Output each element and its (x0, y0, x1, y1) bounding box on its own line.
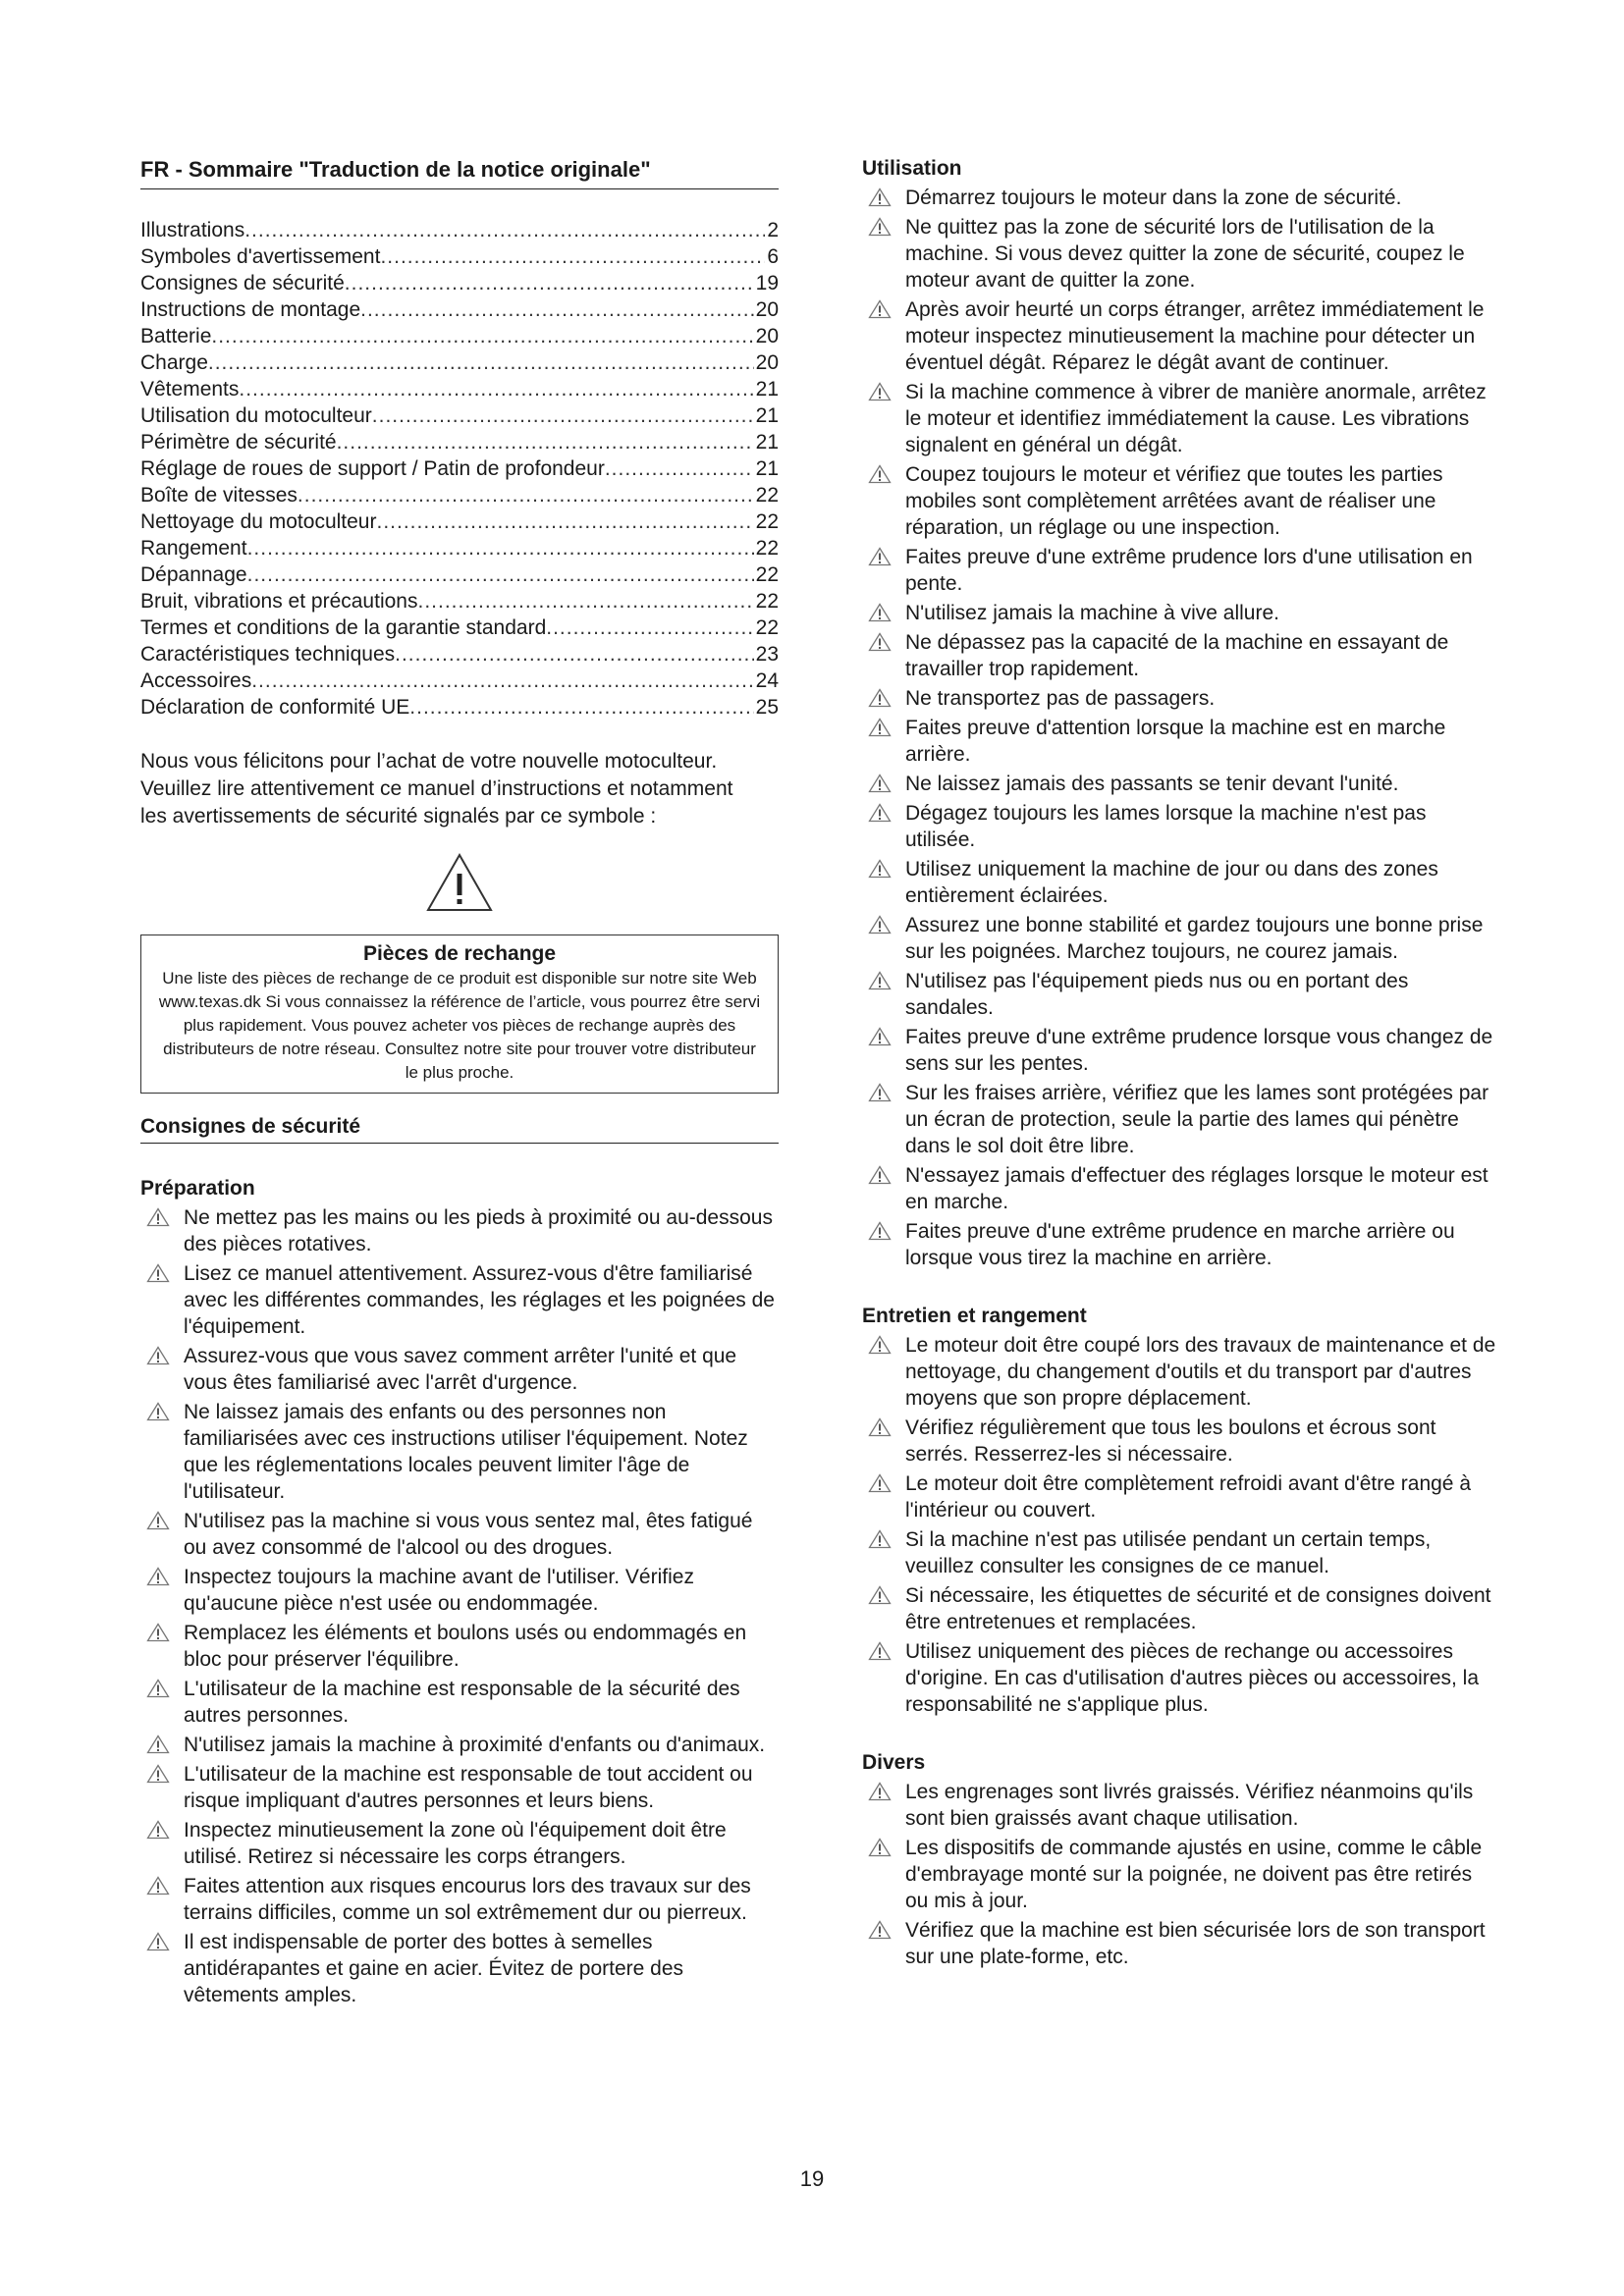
toc-entry-page: 21 (755, 404, 779, 427)
toc-entry-page: 22 (755, 537, 779, 560)
warning-item-text: Après avoir heurté un corps étranger, arrêtez immédiatement le moteur inspectez minutieusement la machine pour détecter un éventuel dégât. Réparez le dégât avant de continuer. (905, 298, 1485, 374)
toc-entry-page: 20 (755, 298, 779, 321)
toc-entry-page: 21 (755, 431, 779, 454)
warning-item (862, 715, 1500, 768)
warning-item (862, 1779, 1500, 1832)
warning-item (140, 1399, 779, 1505)
toc-entry-title: Illustrations (140, 219, 245, 241)
warning-item (862, 1835, 1500, 1914)
toc-entry-title: Déclaration de conformité UE (140, 696, 410, 719)
toc-entry-title: Caractéristiques techniques (140, 643, 396, 666)
spare-parts-title: Pièces de rechange (362, 942, 557, 965)
toc-entry-page: 22 (755, 484, 779, 507)
warning-triangle-icon (868, 1585, 892, 1605)
warning-item (862, 296, 1500, 376)
warning-item (862, 968, 1500, 1021)
toc-entry (140, 508, 779, 535)
warning-triangle-icon (868, 1335, 892, 1355)
warning-item (140, 1817, 779, 1870)
toc-entry (140, 588, 779, 614)
warning-item-text: Inspectez minutieusement la zone où l'équipement doit être utilisé. Retirez si nécessaire les corps étrangers. (184, 1819, 727, 1868)
warning-item-text: Assurez-vous que vous savez comment arrêter l'unité et que vous êtes familiarisé avec l'arrêt d'urgence. (184, 1345, 737, 1394)
spare-parts-box (140, 934, 779, 1094)
toc-entry-page: 19 (755, 272, 779, 294)
warning-item-text: Sur les fraises arrière, vérifiez que les lames sont protégées par un écran de protection, seule la partie des lames qui pénètre dans le sol doit être libre. (905, 1082, 1489, 1157)
warning-item (862, 1080, 1500, 1159)
warning-item (862, 379, 1500, 458)
warning-item-text: Lisez ce manuel attentivement. Assurez-vous d'être familiarisé avec les différentes commandes, les réglages et les poignées de l'équipement. (184, 1262, 775, 1338)
toc-entry-title: Utilisation du motoculteur (140, 404, 372, 427)
warning-triangle-icon (146, 1263, 170, 1283)
warning-item (140, 1676, 779, 1729)
warning-item (862, 1638, 1500, 1718)
toc-entry-title: Termes et conditions de la garantie standard (140, 616, 547, 639)
warning-item-text: Faites attention aux risques encourus lors des travaux sur des terrains difficiles, comme un sol extrêmement dur ou pierreux. (184, 1875, 751, 1924)
warning-item (862, 600, 1500, 626)
left-column (140, 157, 779, 2011)
toc-entry (140, 270, 779, 296)
warning-item-text: Ne transportez pas de passagers. (905, 687, 1216, 710)
warning-item-text: Remplacez les éléments et boulons usés ou endommagés en bloc pour préserver l'équilibre. (184, 1622, 747, 1671)
warning-triangle-icon (146, 1735, 170, 1754)
warning-item (862, 1332, 1500, 1412)
maintenance-title: Entretien et rangement (862, 1305, 1087, 1327)
toc-entry-title: Charge (140, 351, 208, 374)
warning-item (862, 1218, 1500, 1271)
warning-triangle-icon (868, 1083, 892, 1102)
warning-item (862, 912, 1500, 965)
toc-entry (140, 455, 779, 482)
toc-entry (140, 296, 779, 323)
warning-item-text: Vérifiez régulièrement que tous les boulons et écrous sont serrés. Resserrez-les si nécessaire. (905, 1416, 1436, 1466)
toc-entry (140, 667, 779, 694)
warning-item-text: Il est indispensable de porter des bottes à semelles antidérapantes et gaine en acier. Évitez de portere des vêtements amples. (184, 1931, 684, 2006)
toc-entry-page: 22 (755, 590, 779, 613)
toc-entry (140, 376, 779, 402)
warning-item-text: Utilisez uniquement la machine de jour ou dans des zones entièrement éclairées. (905, 858, 1438, 907)
warning-triangle-icon (868, 187, 892, 207)
toc-entry-title: Nettoyage du motoculteur (140, 510, 377, 533)
divers-title: Divers (862, 1751, 926, 1774)
intro-paragraph: Nous vous félicitons pour l’achat de votre nouvelle motoculteur. Veuillez lire attentivement ce manuel d’instructions et notamment les avertissements de sécurité signalés par ce symbole : (140, 750, 733, 828)
warning-item-text: Le moteur doit être coupé lors des travaux de maintenance et de nettoyage, du changement d'outils et du transport par d'autres moyens que son propre déplacement. (905, 1334, 1496, 1410)
warning-item-text: Utilisez uniquement des pièces de rechange ou accessoires d'origine. En cas d'utilisation d'autres pièces ou accessoires, la responsabilité ne s'applique plus. (905, 1640, 1480, 1716)
warning-item (862, 629, 1500, 682)
warning-item (862, 800, 1500, 853)
utilisation-list (862, 185, 1500, 1271)
toc-entry (140, 561, 779, 588)
toc-entry-title: Instructions de montage (140, 298, 361, 321)
warning-item-text: Ne mettez pas les mains ou les pieds à proximité ou au-dessous des pièces rotatives. (184, 1206, 773, 1255)
toc-entry (140, 641, 779, 667)
toc-list (140, 217, 779, 721)
warning-triangle-icon (146, 1207, 170, 1227)
warning-triangle-icon (868, 1920, 892, 1940)
warning-triangle-icon (868, 859, 892, 879)
warning-item-text: Ne dépassez pas la capacité de la machine en essayant de travailler trop rapidement. (905, 631, 1449, 680)
warning-item (140, 1564, 779, 1617)
warning-item (140, 1260, 779, 1340)
warning-item (862, 1526, 1500, 1579)
warning-item (862, 1470, 1500, 1523)
toc-entry-title: Boîte de vitesses (140, 484, 298, 507)
warning-item (140, 1873, 779, 1926)
warning-triangle-icon (868, 299, 892, 319)
toc-entry (140, 535, 779, 561)
toc-entry (140, 349, 779, 376)
warning-item-text: Les dispositifs de commande ajustés en usine, comme le câble d'embrayage monté sur la poignée, ne doivent pas être retirés ou mis à jour. (905, 1837, 1483, 1912)
warning-item-text: Démarrez toujours le moteur dans la zone de sécurité. (905, 187, 1402, 209)
preparation-title: Préparation (140, 1177, 255, 1200)
warning-triangle-icon (868, 1473, 892, 1493)
warning-item (140, 1620, 779, 1673)
warning-triangle-icon (868, 688, 892, 708)
warning-item-text: Si nécessaire, les étiquettes de sécurité et de consignes doivent être entretenues et remplacées. (905, 1584, 1491, 1633)
toc-entry (140, 614, 779, 641)
warning-item (140, 1343, 779, 1396)
toc-entry-title: Batterie (140, 325, 212, 347)
toc-entry-title: Rangement (140, 537, 247, 560)
warning-item-text: L'utilisateur de la machine est responsable de tout accident ou risque impliquant d'autres personnes et leurs biens. (184, 1763, 753, 1812)
warning-triangle-icon (868, 547, 892, 566)
warning-item (862, 771, 1500, 797)
toc-entry (140, 482, 779, 508)
toc-entry-title: Dépannage (140, 563, 247, 586)
warning-item (862, 185, 1500, 211)
warning-item-text: Si la machine n'est pas utilisée pendant un certain temps, veuillez consulter les consignes de ce manuel. (905, 1528, 1432, 1577)
warning-triangle-icon (868, 1027, 892, 1046)
toc-entry (140, 243, 779, 270)
warning-triangle-icon (868, 971, 892, 990)
warning-triangle-icon (868, 1529, 892, 1549)
warning-triangle-icon (146, 1820, 170, 1840)
warning-triangle-icon (146, 1402, 170, 1421)
warning-item-text: N'essayez jamais d'effectuer des réglages lorsque le moteur est en marche. (905, 1164, 1489, 1213)
warning-item-text: Si la machine commence à vibrer de manière anormale, arrêtez le moteur et identifiez immédiatement la cause. Les vibrations signalent en général un dégât. (905, 381, 1487, 456)
warning-item (862, 544, 1500, 597)
toc-entry-title: Bruit, vibrations et précautions (140, 590, 418, 613)
warning-item (862, 856, 1500, 909)
toc-entry-page: 22 (755, 563, 779, 586)
warning-triangle-icon (868, 603, 892, 622)
toc-title: FR - Sommaire "Traduction de la notice originale" (140, 157, 779, 189)
warning-item (140, 1204, 779, 1257)
warning-item-text: L'utilisateur de la machine est responsable de la sécurité des autres personnes. (184, 1678, 740, 1727)
warning-item (862, 1415, 1500, 1468)
warning-triangle-icon (868, 915, 892, 934)
warning-item-text: N'utilisez jamais la machine à vive allure. (905, 602, 1279, 624)
warning-item-text: Les engrenages sont livrés graissés. Vérifiez néanmoins qu'ils sont bien graissés avant chaque utilisation. (905, 1781, 1474, 1830)
page-number: 19 (799, 2166, 825, 2191)
warning-item (140, 1929, 779, 2008)
warning-item-text: Faites preuve d'attention lorsque la machine est en marche arrière. (905, 717, 1446, 766)
divers-list (862, 1779, 1500, 1970)
warning-triangle-icon (146, 1679, 170, 1698)
right-column (862, 157, 1500, 1973)
toc-entry-page: 25 (755, 696, 779, 719)
warning-triangle-icon (868, 632, 892, 652)
warning-triangle-icon (868, 217, 892, 237)
toc-entry-page: 2 (767, 219, 779, 241)
warning-item (862, 461, 1500, 541)
toc-entry-title: Périmètre de sécurité (140, 431, 337, 454)
warning-item (862, 1582, 1500, 1635)
toc-entry (140, 217, 779, 243)
toc-entry-page: 24 (755, 669, 779, 692)
warning-triangle-icon (146, 1567, 170, 1586)
toc-entry-title: Réglage de roues de support / Patin de profondeur (140, 457, 605, 480)
warning-triangle-icon (868, 1782, 892, 1801)
warning-item-text: Dégagez toujours les lames lorsque la machine n'est pas utilisée. (905, 802, 1427, 851)
toc-entry-page: 20 (755, 325, 779, 347)
toc-entry-page: 21 (755, 457, 779, 480)
toc-entry (140, 694, 779, 721)
warning-item-text: N'utilisez pas la machine si vous vous sentez mal, êtes fatigué ou avez consommé de l'alcool ou des drogues. (184, 1510, 753, 1559)
warning-triangle-icon (868, 718, 892, 737)
warning-triangle-icon (146, 1511, 170, 1530)
warning-triangle-icon (425, 852, 494, 913)
warning-item-text: N'utilisez pas l'équipement pieds nus ou en portant des sandales. (905, 970, 1409, 1019)
warning-item (140, 1761, 779, 1814)
toc-entry (140, 402, 779, 429)
warning-item (862, 685, 1500, 712)
warning-triangle-icon (868, 774, 892, 793)
toc-entry-page: 20 (755, 351, 779, 374)
warning-item (862, 1917, 1500, 1970)
utilisation-title: Utilisation (862, 157, 962, 180)
maintenance-list (862, 1332, 1500, 1718)
warning-triangle-icon (868, 1838, 892, 1857)
warning-triangle-icon (146, 1623, 170, 1642)
warning-triangle-icon (868, 464, 892, 484)
warning-triangle-icon (146, 1932, 170, 1951)
toc-entry-page: 6 (767, 245, 779, 268)
toc-entry (140, 323, 779, 349)
warning-item-text: N'utilisez jamais la machine à proximité d'enfants ou d'animaux. (184, 1734, 766, 1756)
warning-item-text: Inspectez toujours la machine avant de l'utiliser. Vérifiez qu'aucune pièce n'est usée ou endommagée. (184, 1566, 694, 1615)
warning-triangle-icon (868, 1641, 892, 1661)
warning-triangle-icon (868, 1221, 892, 1241)
spare-parts-text: Une liste des pièces de rechange de ce produit est disponible sur notre site Web www.texas.dk Si vous connaissez la référence de l’article, vous pourrez être servi plus rapidement. Vous pouvez acheter vos pièces de rechange auprès des distributeurs de notre réseau. Consultez notre site pour trouver votre distributeur le plus proche. (158, 969, 761, 1082)
toc-entry-page: 21 (755, 378, 779, 400)
warning-item (140, 1732, 779, 1758)
warning-item-text: Vérifiez que la machine est bien sécurisée lors de son transport sur une plate-forme, etc. (905, 1919, 1486, 1968)
toc-entry-title: Symboles d'avertissement (140, 245, 381, 268)
toc-entry-page: 22 (755, 510, 779, 533)
warning-triangle-icon (146, 1346, 170, 1365)
warning-triangle-icon (868, 803, 892, 823)
toc-entry-page: 22 (755, 616, 779, 639)
warning-item-text: Assurez une bonne stabilité et gardez toujours une bonne prise sur les poignées. Marchez toujours, ne courez jamais. (905, 914, 1484, 963)
warning-item-text: Ne laissez jamais des enfants ou des personnes non familiarisées avec ces instructions utiliser l'équipement. Notez que les réglementations locales peuvent limiter l'âge de l'utilisateur. (184, 1401, 748, 1503)
toc-entry-page: 23 (755, 643, 779, 666)
warning-item-text: Faites preuve d'une extrême prudence lorsque vous changez de sens sur les pentes. (905, 1026, 1493, 1075)
warning-triangle-icon (868, 382, 892, 401)
warning-item (862, 214, 1500, 294)
warning-item (862, 1162, 1500, 1215)
warning-item-text: Le moteur doit être complètement refroidi avant d'être rangé à l'intérieur ou couvert. (905, 1472, 1471, 1522)
warning-triangle-icon (868, 1417, 892, 1437)
toc-entry-title: Vêtements (140, 378, 240, 400)
warning-triangle-icon (146, 1764, 170, 1784)
warning-item-text: Faites preuve d'une extrême prudence en marche arrière ou lorsque vous tirez la machine en arrière. (905, 1220, 1455, 1269)
warning-item (140, 1508, 779, 1561)
warning-item-text: Ne laissez jamais des passants se tenir devant l'unité. (905, 773, 1399, 795)
preparation-list (140, 1204, 779, 2008)
toc-entry-title: Consignes de sécurité (140, 272, 345, 294)
warning-triangle-icon (146, 1876, 170, 1896)
warning-item-text: Faites preuve d'une extrême prudence lors d'une utilisation en pente. (905, 546, 1473, 595)
warning-triangle-icon (868, 1165, 892, 1185)
warning-item-text: Coupez toujours le moteur et vérifiez que toutes les parties mobiles sont complètement arrêtées avant de réaliser une réparation, un réglage ou une inspection. (905, 463, 1443, 539)
toc-entry-title: Accessoires (140, 669, 252, 692)
toc-entry (140, 429, 779, 455)
safety-title: Consignes de sécurité (140, 1115, 779, 1144)
warning-item-text: Ne quittez pas la zone de sécurité lors de l'utilisation de la machine. Si vous devez quitter la zone de sécurité, coupez le moteur avant de quitter la zone. (905, 216, 1465, 292)
warning-item (862, 1024, 1500, 1077)
